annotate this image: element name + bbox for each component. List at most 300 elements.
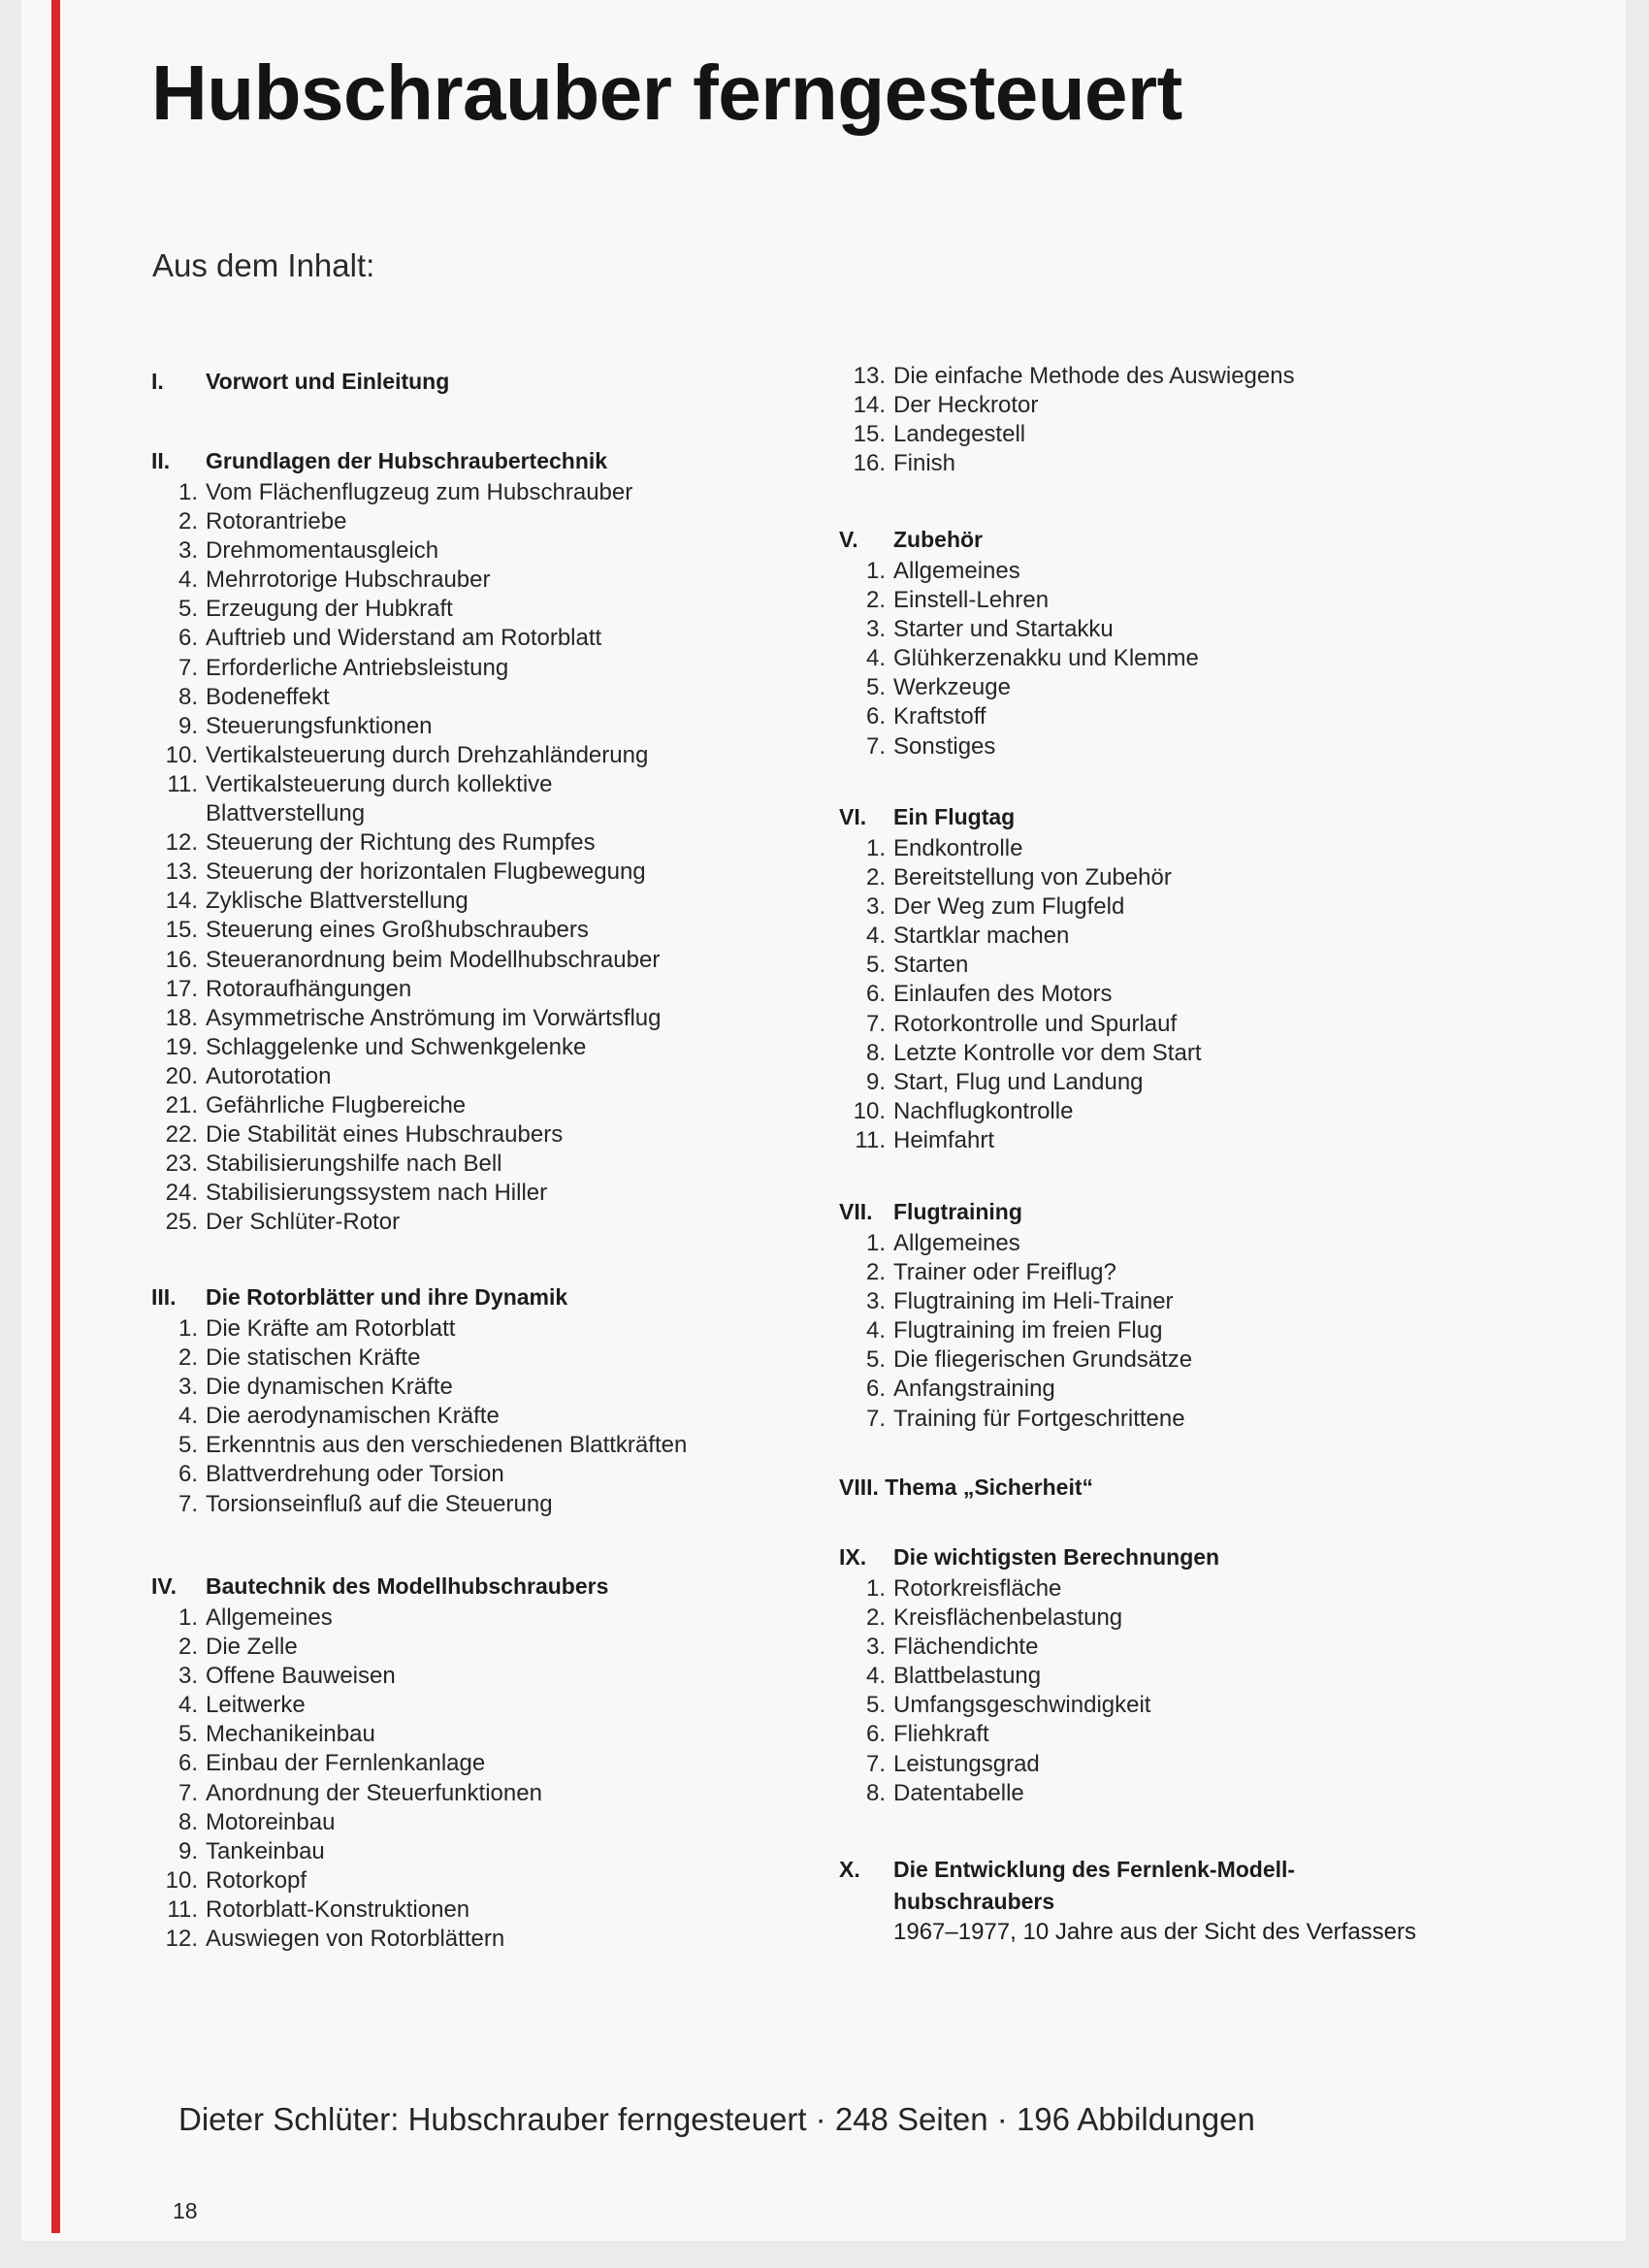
item-title: Gefährliche Flugbereiche [206,1091,467,1118]
item-title: Steuerung der horizontalen Flugbewegung [206,859,646,886]
item-title: Die Stabilität eines Hubschraubers [206,1121,564,1149]
list-item [839,1010,1201,1039]
item-number: 4. [865,1663,886,1690]
item-title: Drehmomentausgleich [206,537,439,565]
item-title: Letzte Kontrolle vor dem Start [893,1039,1202,1066]
list-item [151,799,662,828]
item-title: Finish [893,450,956,477]
list-item [839,951,1201,980]
item-number: 3. [865,893,886,921]
item-number: 6. [865,1721,886,1748]
item-title: Die aerodynamischen Kräfte [206,1403,500,1430]
item-title: Nachflugkontrolle [893,1097,1074,1124]
item-title: Bereitstellung von Zubehör [893,864,1172,891]
item-title: Auswiegen von Rotorblättern [206,1926,505,1953]
section-5-number: V. [839,527,858,552]
list-item [839,732,1199,761]
item-title: Leitwerke [206,1692,306,1719]
item-title: Schlaggelenke und Schwenkgelenke [206,1033,587,1060]
list-item [151,1460,687,1489]
item-title: Training für Fortgeschrittene [893,1405,1185,1432]
item-title: Rotorantriebe [206,508,347,535]
item-number: 6. [178,1750,198,1777]
item-number: 5. [178,596,198,623]
item-title: Einlaufen des Motors [893,981,1113,1008]
section-9-title: Die wichtigsten Berechnungen [893,1544,1220,1570]
item-number: 3. [178,537,198,565]
item-number: 12. [165,1926,198,1953]
list-item [151,683,662,712]
list-item [839,1604,1219,1633]
section-6-number: VI. [839,804,867,829]
item-number: 1. [865,835,886,861]
item-number: 24. [165,1180,198,1207]
list-item [151,1179,662,1208]
list-item [839,1779,1219,1808]
list-item [839,557,1199,586]
item-number: 8. [178,1808,198,1835]
list-item [151,975,662,1004]
item-number: 8. [178,683,198,710]
item-title: Die dynamischen Kräfte [206,1374,453,1401]
list-item [151,654,662,683]
list-item [839,863,1201,892]
section-6-title: Ein Flugtag [893,804,1016,829]
section-5 [839,527,1199,761]
section-10-title-line-2: hubschraubers [893,1889,1055,1914]
list-item [151,507,662,536]
list-item [839,1097,1201,1126]
list-item [151,1033,662,1062]
list-item [839,586,1199,615]
list-item [839,980,1201,1009]
item-title: Anordnung der Steuerfunktionen [206,1779,542,1806]
list-item [151,1691,608,1720]
list-item [151,916,662,945]
item-title: Die statischen Kräfte [206,1345,421,1372]
page-title: Hubschrauber ferngesteuert [151,49,1182,136]
list-item [839,673,1199,702]
section-7-heading [839,1199,1192,1229]
section-2-items [151,478,662,1237]
list-item [151,1808,608,1837]
section-7-number: VII. [839,1199,873,1224]
section-3 [151,1284,687,1519]
list-item [151,1004,662,1033]
item-title: Anfangstraining [893,1376,1055,1403]
list-item [839,644,1199,673]
item-number: 7. [865,1405,886,1432]
list-item [839,1720,1219,1749]
list-item [151,887,662,916]
section-2-heading [151,448,662,478]
item-number: 5. [865,674,886,701]
list-item [839,1258,1192,1287]
list-item [839,1405,1192,1434]
item-number: 8. [865,1779,886,1806]
item-number: 9. [178,712,198,739]
item-title: Rotorkontrolle und Spurlauf [893,1010,1178,1037]
item-title: Flächendichte [893,1634,1039,1661]
item-number: 1. [178,1315,198,1342]
item-title: Blattverstellung [206,800,366,827]
item-number: 14. [165,888,198,915]
item-title: Der Weg zum Flugfeld [893,893,1125,921]
item-title: Steuerung eines Großhubschraubers [206,917,589,944]
item-title: Erkenntnis aus den verschiedenen Blattkräften [206,1432,688,1459]
item-number: 1. [865,1230,886,1256]
item-title: Fliehkraft [893,1721,989,1748]
item-title: Rotoraufhängungen [206,975,412,1002]
item-number: 5. [865,1346,886,1374]
item-title: Die Kräfte am Rotorblatt [206,1315,456,1342]
section-8-title: VIII. Thema „Sicherheit“ [839,1474,1094,1500]
item-title: Torsionseinfluß auf die Steuerung [206,1490,553,1517]
section-1-heading [151,369,449,399]
item-number: 25. [165,1209,198,1236]
item-title: Auftrieb und Widerstand am Rotorblatt [206,625,602,652]
item-title: Motoreinbau [206,1808,336,1835]
item-number: 2. [865,1604,886,1632]
item-title: Werkzeuge [893,674,1011,701]
item-number: 6. [865,981,886,1008]
section-2-title: Grundlagen der Hubschraubertechnik [206,448,608,473]
list-item [151,536,662,566]
item-number: 7. [178,654,198,681]
item-number: 7. [865,1750,886,1777]
item-title: Heimfahrt [893,1126,995,1153]
item-number: 15. [165,917,198,944]
item-number: 5. [865,952,886,979]
section-2-number: II. [151,448,171,473]
section-4-number: IV. [151,1573,178,1599]
section-7 [839,1199,1192,1434]
book-info-footer: Dieter Schlüter: Hubschrauber ferngesteuert · 248 Seiten · 196 Abbildungen [178,2101,1255,2137]
item-title: Stabilisierungssystem nach Hiller [206,1180,548,1207]
section-3-title: Die Rotorblätter und ihre Dynamik [206,1284,568,1310]
item-title: Einstell-Lehren [893,587,1050,614]
list-item [151,741,662,770]
list-item [839,922,1201,951]
list-item [839,1039,1201,1068]
item-number: 6. [178,1461,198,1488]
section-10-heading [839,1857,1416,1887]
item-number: 8. [865,1039,886,1066]
list-item [151,828,662,858]
list-item [839,1229,1192,1258]
item-number: 21. [165,1091,198,1118]
list-item [151,858,662,887]
list-item [151,1062,662,1091]
item-title: Allgemeines [893,1230,1020,1256]
item-number: 1. [178,479,198,505]
item-title: Allgemeines [206,1604,333,1631]
list-item [839,1750,1219,1779]
item-number: 4. [178,1692,198,1719]
section-4 [151,1573,608,1954]
item-title: Rotorblatt-Konstruktionen [206,1895,470,1923]
item-number: 7. [178,1779,198,1806]
item-number: 3. [865,1634,886,1661]
list-item [839,702,1199,731]
item-number: 13. [853,363,886,389]
list-item [839,1287,1192,1316]
list-item [151,1150,662,1179]
list-item [151,1866,608,1895]
section-10-title: Die Entwicklung des Fernlenk-Modell- [893,1857,1296,1882]
list-item [151,946,662,975]
list-item [839,1068,1201,1097]
item-number: 4. [178,567,198,594]
contents-heading: Aus dem Inhalt: [152,247,375,283]
section-9-heading [839,1544,1219,1574]
item-number: 2. [178,1634,198,1661]
list-item [839,1316,1192,1345]
item-title: Vertikalsteuerung durch kollektive [206,770,553,797]
item-title: Startklar machen [893,923,1070,950]
list-item [839,1126,1201,1155]
item-title: Sonstiges [893,732,996,760]
list-item [839,834,1201,863]
list-item [839,892,1201,922]
section-10-note: 1967–1977, 10 Jahre aus der Sicht des Verfassers [893,1919,1417,1945]
item-number: 11. [855,1126,886,1153]
list-item [151,1314,687,1344]
section-4-continued [839,362,1295,478]
list-item [151,1662,608,1691]
item-title: Erforderliche Antriebsleistung [206,654,509,681]
item-title: Die einfache Methode des Auswiegens [893,363,1295,389]
list-item [151,1925,608,1954]
item-title: Steuerung der Richtung des Rumpfes [206,829,596,857]
item-number: 2. [865,864,886,891]
item-number: 10. [165,1866,198,1894]
item-title: Rotorkopf [206,1866,307,1894]
item-title: Bodeneffekt [206,683,330,710]
list-item [151,1604,608,1633]
item-title: Starter und Startakku [893,616,1114,643]
item-title: Der Schlüter-Rotor [206,1209,401,1236]
list-item [151,1633,608,1662]
section-1 [151,369,449,399]
item-number: 5. [865,1692,886,1719]
list-item [151,1091,662,1120]
section-4-items [151,1604,608,1954]
list-item [151,1749,608,1778]
list-item [151,624,662,653]
item-title: Flugtraining im Heli-Trainer [893,1288,1174,1315]
item-number: 9. [178,1837,198,1864]
item-title: Die Zelle [206,1634,298,1661]
item-title: Glühkerzenakku und Klemme [893,645,1199,672]
list-item [839,1574,1219,1604]
section-10 [839,1857,1416,1947]
section-1-title: Vorwort und Einleitung [206,369,450,394]
item-number: 12. [165,829,198,857]
list-item [151,1208,662,1237]
item-number: 1. [865,558,886,584]
item-title: Umfangsgeschwindigkeit [893,1692,1151,1719]
list-item [151,595,662,624]
item-number: 3. [865,1288,886,1315]
item-number: 4. [865,1317,886,1345]
section-9 [839,1544,1219,1808]
section-8-heading [839,1474,1093,1505]
list-item [151,1120,662,1150]
section-6-heading [839,804,1201,834]
item-number: 2. [865,1259,886,1286]
red-margin-rule [51,0,60,2233]
section-5-heading [839,527,1199,557]
item-title: Kraftstoff [893,703,986,730]
item-number: 6. [865,703,886,730]
item-number: 17. [165,975,198,1002]
item-number: 2. [178,508,198,535]
item-title: Trainer oder Freiflug? [893,1259,1116,1286]
list-item [151,1720,608,1749]
item-number: 11. [167,1895,198,1923]
page-number: 18 [173,2198,198,2223]
section-4-title: Bautechnik des Modellhubschraubers [206,1573,609,1599]
list-item [151,1895,608,1925]
item-title: Rotorkreisfläche [893,1575,1062,1602]
section-8 [839,1474,1093,1505]
section-5-title: Zubehör [893,527,983,552]
list-item [151,1431,687,1460]
item-number: 3. [178,1663,198,1690]
section-9-number: IX. [839,1544,867,1570]
item-title: Asymmetrische Anströmung im Vorwärtsflug [206,1004,662,1031]
item-title: Offene Bauweisen [206,1663,396,1690]
item-number: 6. [178,625,198,652]
item-number: 4. [178,1403,198,1430]
item-title: Endkontrolle [893,835,1023,861]
list-item [151,1779,608,1808]
item-number: 15. [853,421,886,448]
item-number: 10. [853,1097,886,1124]
list-item [151,478,662,507]
item-title: Vom Flächenflugzeug zum Hubschrauber [206,479,633,505]
item-number: 11. [167,770,198,797]
section-10-number: X. [839,1857,860,1882]
item-number: 1. [178,1604,198,1631]
item-number: 19. [165,1033,198,1060]
item-title: Allgemeines [893,558,1020,584]
list-item [151,1373,687,1402]
section-7-items [839,1229,1192,1434]
section-3-items [151,1314,687,1519]
section-6 [839,804,1201,1155]
list-item [839,391,1295,420]
item-title: Tankeinbau [206,1837,325,1864]
list-item [839,1691,1219,1720]
list-item [839,1633,1219,1662]
item-title: Blattbelastung [893,1663,1042,1690]
item-number: 13. [165,859,198,886]
section-5-items [839,557,1199,761]
item-title: Steueranordnung beim Modellhubschrauber [206,946,661,973]
section-7-title: Flugtraining [893,1199,1022,1224]
item-number: 16. [853,450,886,477]
item-number: 9. [865,1068,886,1095]
item-title: Vertikalsteuerung durch Drehzahländerung [206,741,649,768]
list-item [839,1345,1192,1375]
section-4-heading [151,1573,608,1604]
item-number: 2. [865,587,886,614]
item-number: 4. [865,923,886,950]
list-item [151,712,662,741]
list-item [839,1662,1219,1691]
item-number: 1. [865,1575,886,1602]
item-number: 7. [865,732,886,760]
item-title: Starten [893,952,969,979]
item-number: 14. [853,392,886,419]
list-item [839,420,1295,449]
item-number: 4. [865,645,886,672]
list-item [839,1375,1192,1404]
list-item [839,615,1199,644]
item-number [151,799,206,828]
section-2 [151,448,662,1237]
item-title: Leistungsgrad [893,1750,1040,1777]
item-number: 3. [178,1374,198,1401]
item-number: 10. [165,741,198,768]
item-number: 7. [865,1010,886,1037]
item-number: 16. [165,946,198,973]
item-title: Der Heckrotor [893,392,1039,419]
section-6-items [839,834,1201,1155]
item-title: Stabilisierungshilfe nach Bell [206,1150,502,1178]
list-item [151,1837,608,1866]
list-item [151,566,662,595]
item-number: 7. [178,1490,198,1517]
item-title: Die fliegerischen Grundsätze [893,1346,1193,1374]
item-title: Autorotation [206,1062,332,1089]
item-title: Mechanikeinbau [206,1721,375,1748]
list-item [151,1490,687,1519]
section-1-number: I. [151,369,164,394]
list-item [151,1344,687,1373]
item-number: 5. [178,1432,198,1459]
item-title: Blattverdrehung oder Torsion [206,1461,504,1488]
item-title: Erzeugung der Hubkraft [206,596,453,623]
list-item [839,449,1295,478]
section-3-number: III. [151,1284,177,1310]
list-item [839,362,1295,391]
item-number: 23. [165,1150,198,1178]
list-item [151,1402,687,1431]
section-4-items-continued [839,362,1295,478]
item-title: Datentabelle [893,1779,1024,1806]
item-title: Einbau der Fernlenkanlage [206,1750,486,1777]
item-title: Landegestell [893,421,1026,448]
item-title: Steuerungsfunktionen [206,712,433,739]
section-3-heading [151,1284,687,1314]
item-number: 6. [865,1376,886,1403]
item-title: Start, Flug und Landung [893,1068,1144,1095]
item-title: Flugtraining im freien Flug [893,1317,1163,1345]
item-number: 22. [165,1121,198,1149]
section-9-items [839,1574,1219,1808]
list-item [151,770,662,799]
item-title: Kreisflächenbelastung [893,1604,1123,1632]
item-number: 20. [165,1062,198,1089]
item-number: 5. [178,1721,198,1748]
item-number: 18. [165,1004,198,1031]
item-title: Zyklische Blattverstellung [206,888,469,915]
item-number: 3. [865,616,886,643]
item-number: 2. [178,1345,198,1372]
